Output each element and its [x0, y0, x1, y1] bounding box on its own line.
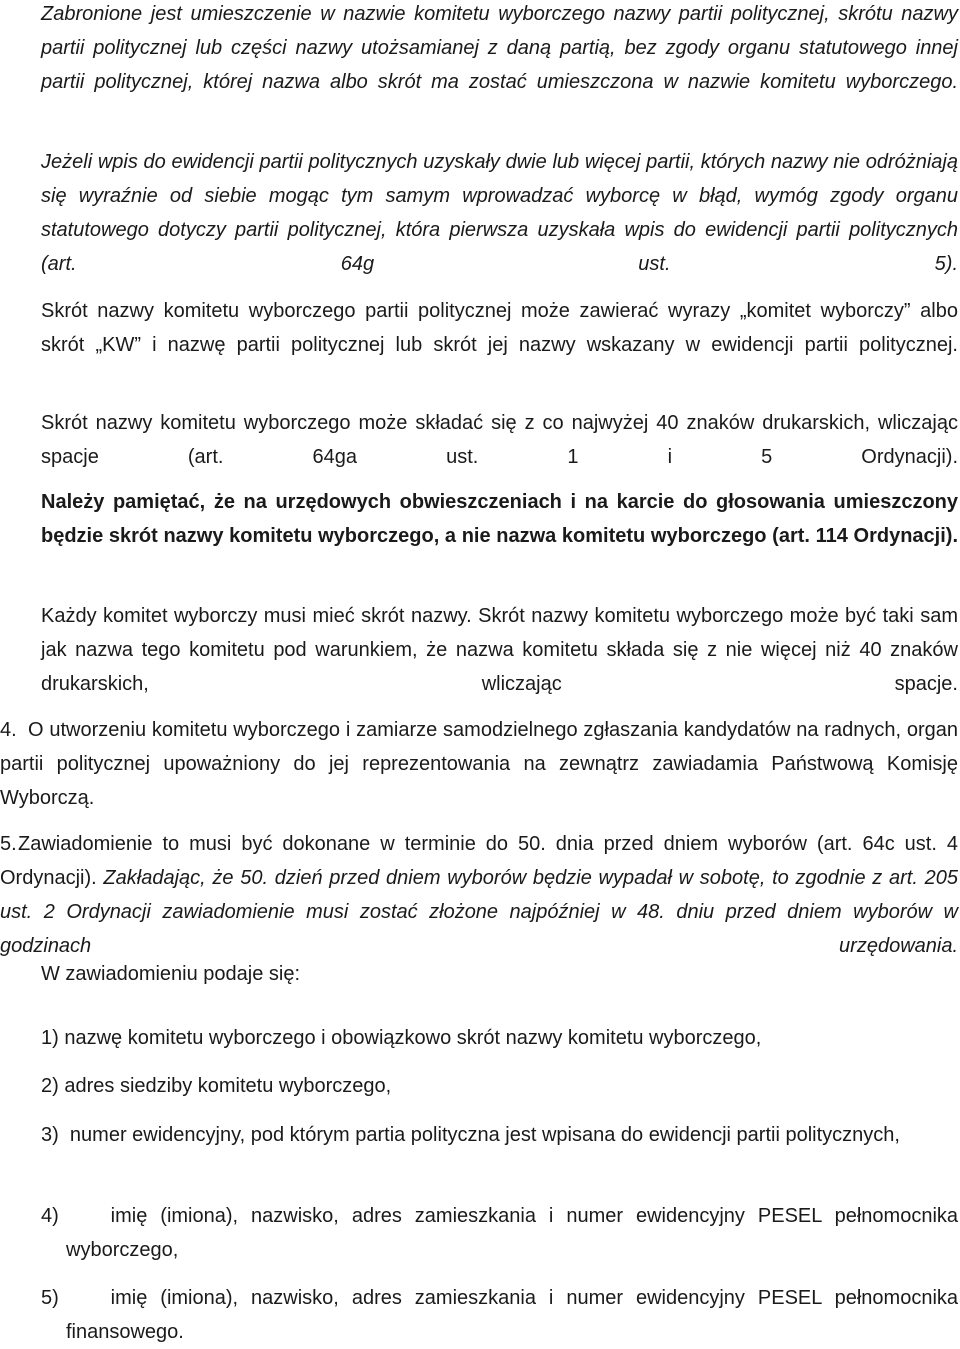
list-text: imię (imiona), nazwisko, adres zamieszkania i numer ewidencyjny PESEL pełnomocnika finansowego. — [66, 1287, 959, 1343]
list-text: imię (imiona), nazwisko, adres zamieszkania i numer ewidencyjny PESEL pełnomocnika wyborczego, — [66, 1205, 959, 1261]
item-number: 4. — [0, 719, 17, 741]
item-number: 5. — [0, 833, 17, 855]
list-item — [41, 1281, 958, 1349]
paragraph-party-name-restriction: Zabronione jest umieszczenie w nazwie komitetu wyborczego nazwy partii politycznej, skrótu nazwy partii politycznej lub części nazwy utożsamianej z daną partią, bez zgody organu statutowego innej partii politycznej, której nazwa albo skrót ma zostać umieszczona w nazwie komitetu wyborczego. — [41, 3, 958, 93]
list-item — [41, 1021, 958, 1055]
item-text: Zawiadomienie to musi być dokonane w terminie do 50. dnia przed dniem wyborów (art. 64c ust. 4 Ordynacji). — [0, 833, 958, 889]
paragraph-abbreviation-length: Skrót nazwy komitetu wyborczego może składać się z co najwyżej 40 znaków drukarskich, wliczając spacje (art. 64ga ust. 1 i 5 Ordynacji). — [41, 412, 958, 468]
list-item — [41, 1118, 958, 1152]
paragraph-registration-conflict: Jeżeli wpis do ewidencji partii politycznych uzyskały dwie lub więcej partii, których nazwy nie odróżniają się wyraźnie od siebie mogąc tym samym wprowadzać wyborcę w błąd, wymóg zgody organu statutowego dotyczy partii politycznej, która pierwsza uzyskała wpis do ewidencji partii politycznych (art. 64g ust. 5). — [41, 151, 958, 275]
list-number: 5) — [41, 1287, 59, 1309]
paragraph-abbreviation-required: Każdy komitet wyborczy musi mieć skrót nazwy. Skrót nazwy komitetu wyborczego może być taki sam jak nazwa tego komitetu pod warunkiem, że nazwa komitetu składa się z nie więcej niż 40 znaków drukarskich, wliczając spacje. — [41, 605, 958, 695]
list-number: 4) — [41, 1205, 59, 1227]
list-item — [41, 1069, 958, 1103]
list-item — [41, 1199, 958, 1267]
list-number: 3) — [41, 1124, 59, 1146]
item-text-italic: Zakładając, że 50. dzień przed dniem wyborów będzie wypadał w sobotę, to zgodnie z art. 205 ust. 2 Ordynacji zawiadomienie musi zostać złożone najpóźniej w 48. dniu przed dniem wyborów w godzinach urzędowania. — [0, 867, 958, 957]
list-text: adres siedziby komitetu wyborczego, — [64, 1075, 392, 1097]
list-text: nazwę komitetu wyborczego i obowiązkowo skrót nazwy komitetu wyborczego, — [64, 1027, 762, 1049]
paragraph-abbreviation-content: Skrót nazwy komitetu wyborczego partii politycznej może zawierać wyrazy „komitet wyborczy” albo skrót „KW” i nazwę partii politycznej lub skrót jej nazwy wskazany w ewidencji partii politycznej. — [41, 300, 958, 356]
list-text: numer ewidencyjny, pod którym partia polityczna jest wpisana do ewidencji partii politycznych, — [69, 1124, 900, 1146]
item-text: O utworzeniu komitetu wyborczego i zamiarze samodzielnego zgłaszania kandydatów na radnych, organ partii politycznej upoważniony do jej reprezentowania na zewnątrz zawiadamia Państwową Komisję Wyborczą. — [0, 719, 958, 809]
list-number: 2) — [41, 1075, 59, 1097]
paragraph-ballot-note: Należy pamiętać, że na urzędowych obwieszczeniach i na karcie do głosowania umieszczony będzie skrót nazwy komitetu wyborczego, a nie nazwa komitetu wyborczego (art. 114 Ordynacji). — [41, 491, 958, 547]
list-number: 1) — [41, 1027, 59, 1049]
list-intro: W zawiadomieniu podaje się: — [41, 963, 301, 985]
